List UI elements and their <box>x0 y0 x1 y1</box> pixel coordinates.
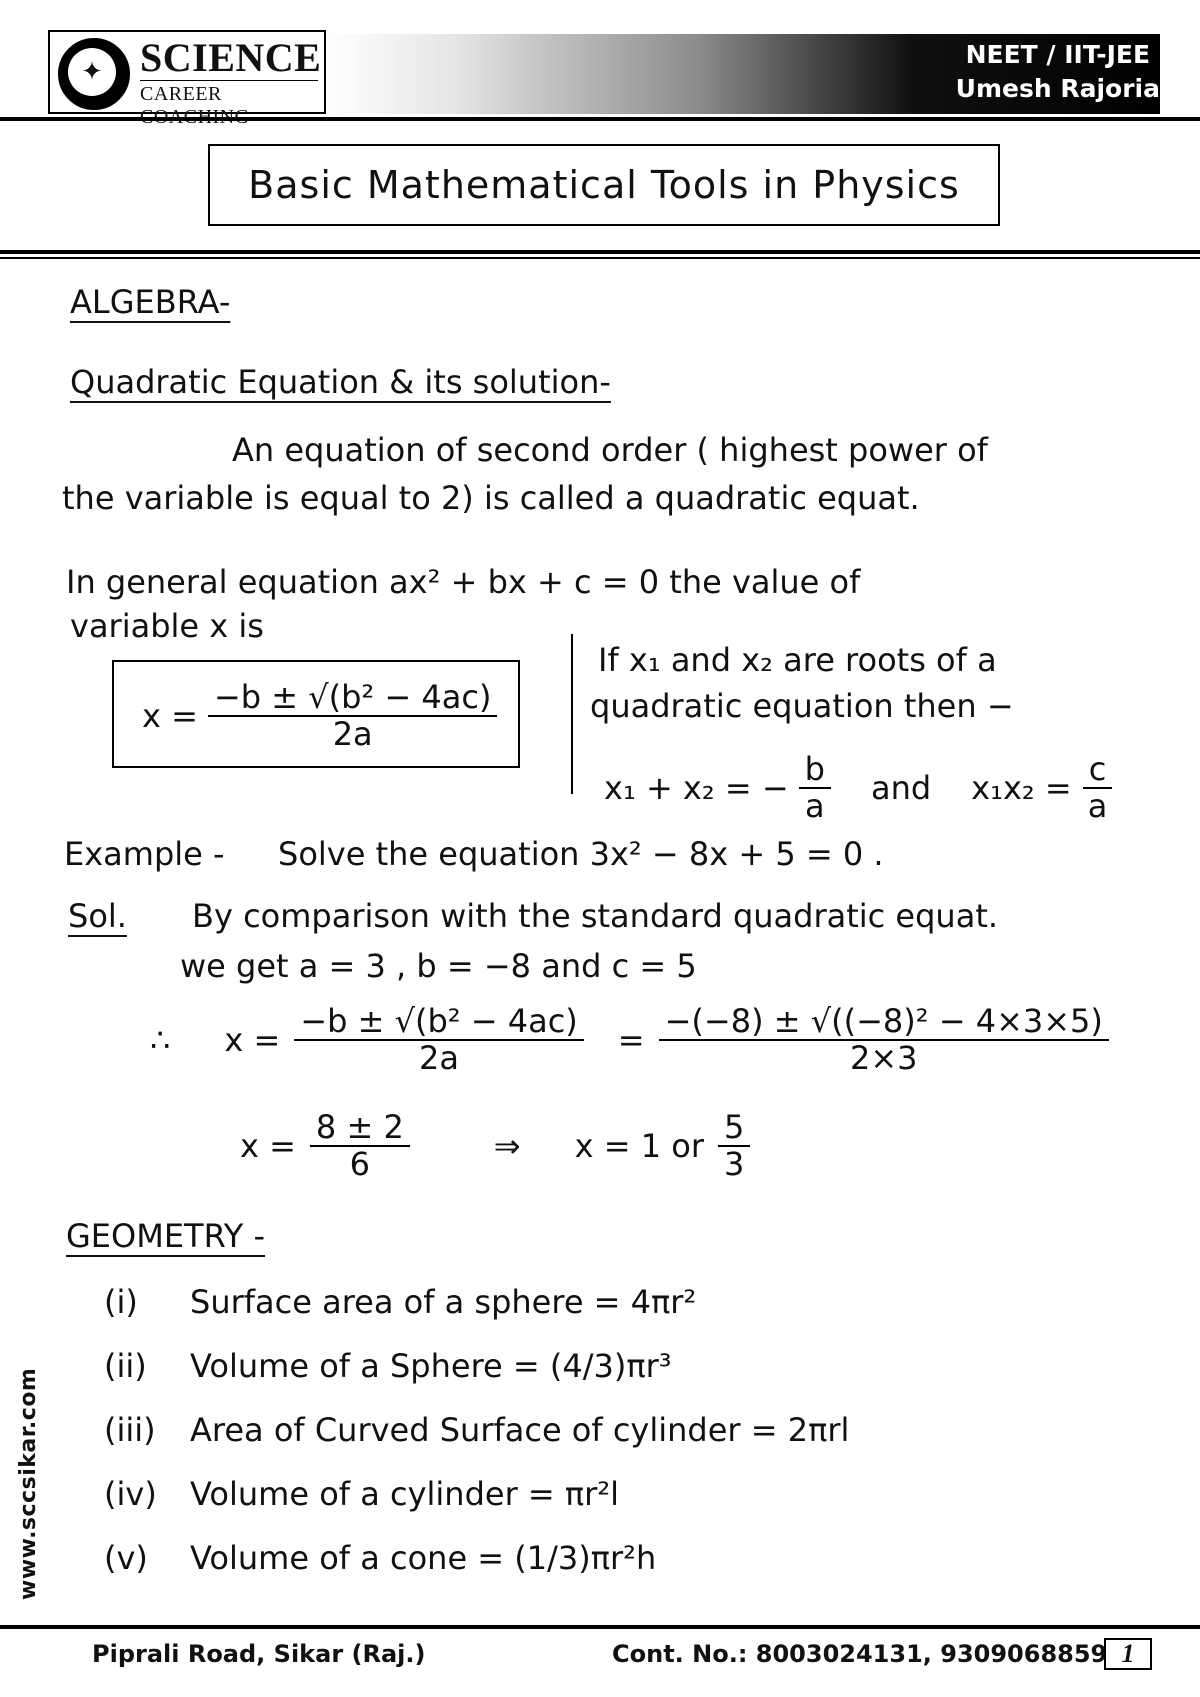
item-number: (i) <box>104 1283 138 1321</box>
sum-numerator: b <box>799 752 831 789</box>
result-denominator: 3 <box>723 1145 745 1184</box>
sum-fraction <box>799 752 831 824</box>
teacher-name: Umesh Rajoria <box>955 74 1160 103</box>
implies-symbol: ⇒ <box>493 1127 521 1166</box>
list-item <box>104 1282 849 1346</box>
step3-fraction <box>310 1110 410 1182</box>
item-number: (iii) <box>104 1411 156 1449</box>
list-item <box>104 1538 849 1602</box>
footer-contact: Cont. No.: 8003024131, 9309068859 <box>612 1640 1108 1668</box>
step3-denominator: 6 <box>349 1145 371 1184</box>
title-divider <box>0 250 1200 254</box>
item-text: Volume of a cylinder = πr²l <box>190 1475 620 1513</box>
quadratic-subheading: Quadratic Equation & its solution- <box>70 363 611 401</box>
step2-numerator: −(−8) ± √((−8)² − 4×3×5) <box>659 1004 1109 1041</box>
algebra-heading: ALGEBRA- <box>70 283 231 321</box>
step3-numerator: 8 ± 2 <box>310 1110 410 1147</box>
step1-fraction <box>294 1004 584 1076</box>
geometry-heading: GEOMETRY - <box>66 1217 266 1255</box>
formula-denominator: 2a <box>332 715 373 754</box>
logo-name: SCIENCE <box>140 35 322 80</box>
product-fraction <box>1082 752 1114 824</box>
item-number: (ii) <box>104 1347 147 1385</box>
logo <box>48 30 326 114</box>
and-word: and <box>870 769 932 808</box>
solution-step-1 <box>150 1004 1109 1076</box>
example-text: Solve the equation 3x² − 8x + 5 = 0 . <box>278 835 884 873</box>
list-item <box>104 1410 849 1474</box>
quadratic-formula <box>208 680 498 752</box>
product-lhs: x₁x₂ = <box>971 769 1072 808</box>
item-number: (iv) <box>104 1475 157 1513</box>
formula-numerator: −b ± √(b² − 4ac) <box>208 680 498 717</box>
footer-address: Piprali Road, Sikar (Raj.) <box>92 1640 426 1668</box>
title-divider-thin <box>0 257 1200 259</box>
item-text: Area of Curved Surface of cylinder = 2πrl <box>190 1411 850 1449</box>
roots-line-1: If x₁ and x₂ are roots of a <box>598 641 997 679</box>
x-equals-2: x = <box>240 1127 296 1166</box>
item-text: Volume of a cone = (1/3)πr²h <box>190 1539 657 1577</box>
logo-emblem-icon: ✦ <box>58 38 130 110</box>
solution-label: Sol. <box>68 897 127 935</box>
result-text: x = 1 or <box>574 1127 704 1166</box>
intro-line-1: An equation of second order ( highest power of <box>232 431 988 469</box>
step2-denominator: 2×3 <box>849 1039 918 1078</box>
result-fraction <box>718 1110 750 1182</box>
geometry-list <box>104 1282 849 1602</box>
quadratic-formula-box <box>112 660 520 768</box>
product-denominator: a <box>1087 787 1108 826</box>
header-info <box>956 38 1160 106</box>
general-line-1: In general equation ax² + bx + c = 0 the value of <box>66 563 861 601</box>
intro-line-2: the variable is equal to 2) is called a quadratic equat. <box>62 479 920 517</box>
sum-lhs: x₁ + x₂ = − <box>604 769 789 808</box>
result-numerator: 5 <box>718 1110 750 1147</box>
formula-lhs: x = <box>142 697 198 736</box>
roots-line-2: quadratic equation then − <box>590 687 1014 725</box>
solution-step-2 <box>240 1110 750 1182</box>
example-label: Example - <box>64 835 225 873</box>
header-divider <box>0 117 1200 121</box>
page-title: Basic Mathematical Tools in Physics <box>208 144 1000 226</box>
x-equals: x = <box>224 1021 281 1060</box>
list-item <box>104 1474 849 1538</box>
roots-relations <box>604 752 1113 824</box>
step1-denominator: 2a <box>419 1039 460 1078</box>
item-text: Surface area of a sphere = 4πr² <box>190 1283 697 1321</box>
exam-label: NEET / IIT-JEE <box>965 40 1151 69</box>
side-url: www.sccsikar.com <box>16 1367 41 1600</box>
column-divider <box>571 634 573 794</box>
logo-subtitle: CAREER <box>140 80 318 129</box>
list-item <box>104 1346 849 1410</box>
general-line-2: variable x is <box>70 607 264 645</box>
sum-denominator: a <box>805 787 825 826</box>
product-numerator: c <box>1083 752 1113 789</box>
page-number: 1 <box>1104 1638 1152 1670</box>
therefore-symbol: ∴ <box>150 1021 171 1060</box>
solution-line-2: we get a = 3 , b = −8 and c = 5 <box>180 947 697 985</box>
item-number: (v) <box>104 1539 148 1577</box>
step2-fraction <box>659 1004 1109 1076</box>
footer-divider <box>0 1625 1200 1629</box>
solution-line-1: By comparison with the standard quadratic equat. <box>192 897 999 935</box>
equals-sign: = <box>617 1021 645 1060</box>
item-text: Volume of a Sphere = (4/3)πr³ <box>190 1347 672 1385</box>
step1-numerator: −b ± √(b² − 4ac) <box>294 1004 584 1041</box>
